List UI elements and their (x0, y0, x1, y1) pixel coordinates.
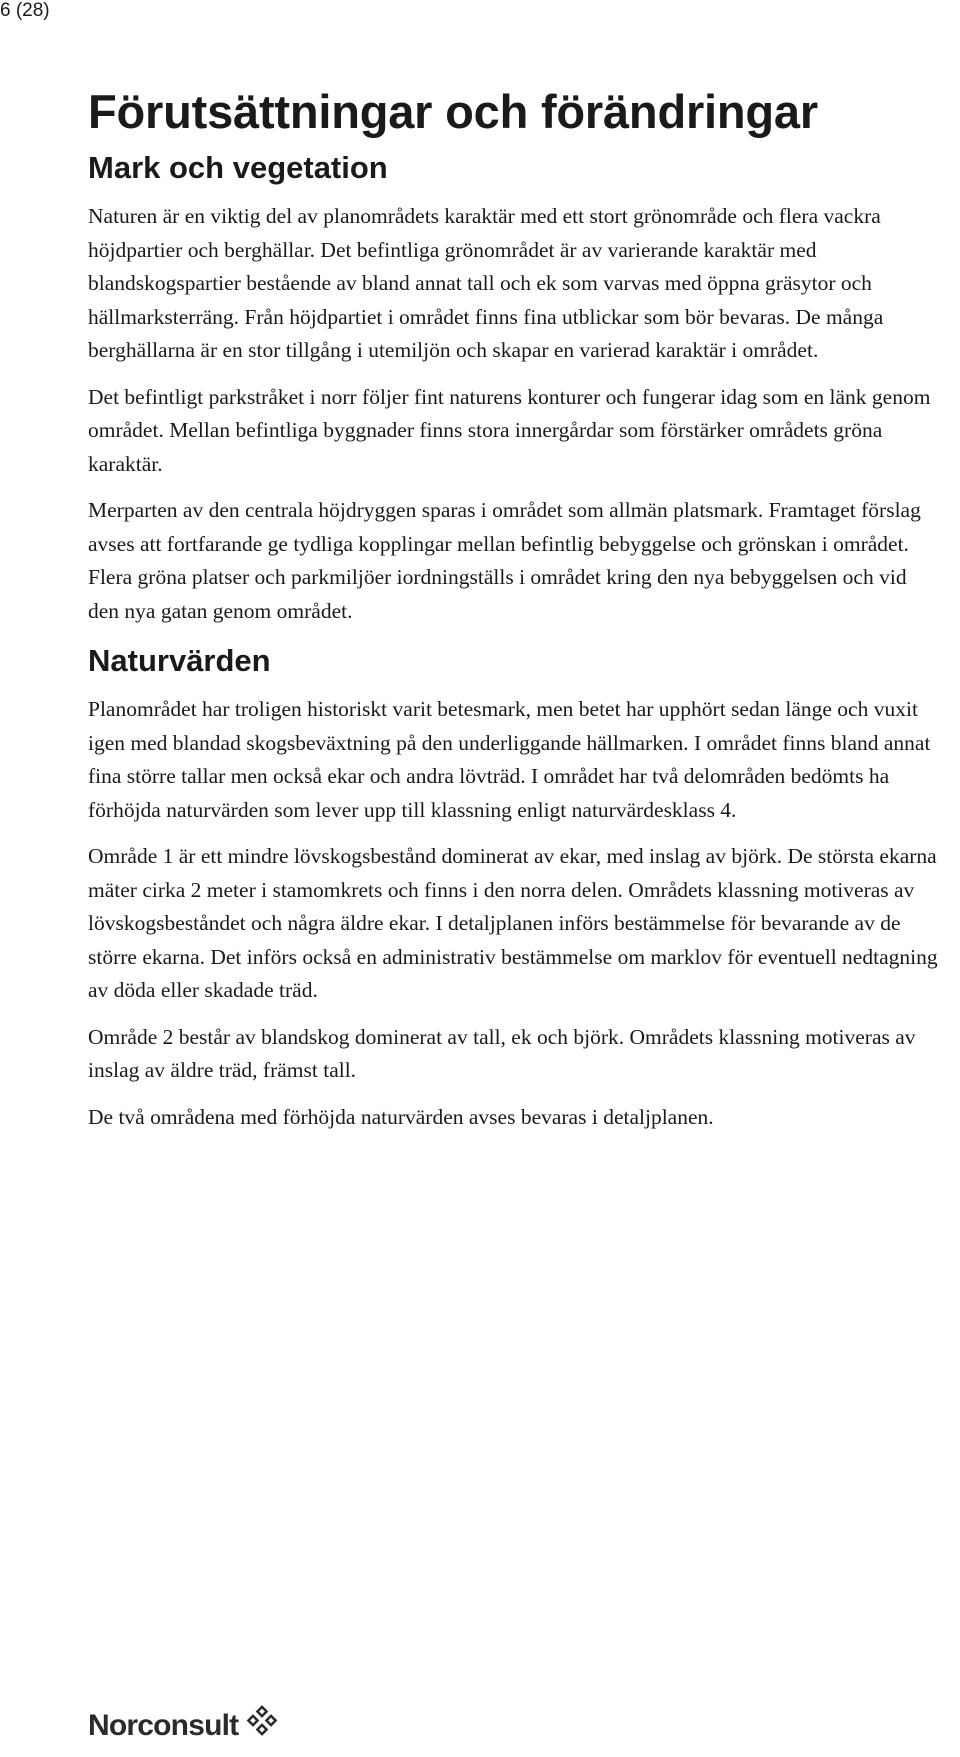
logo-wordmark: Norconsult (88, 1708, 239, 1742)
norconsult-logo (88, 1705, 280, 1746)
page-title: Förutsättningar och förändringar (88, 85, 818, 138)
paragraph: Område 2 består av blandskog dominerat av tall, ek och björk. Områdets klassning motiveras av inslag av äldre träd, främst tall. (88, 1024, 916, 1082)
page-number: 6 (28) (0, 0, 50, 21)
paragraph: Planområdet har troligen historiskt varit betesmark, men betet har upphört sedan länge och vuxit igen med blandad skogsbeväxtning på den underliggande hällmarken. I området finns bland annat fina större tallar men också ekar och andra lövträd. I området har två delområden bedömts ha förhöjda naturvärden som lever upp till klassning enligt naturvärdesklass 4. (88, 697, 931, 822)
paragraph: Merparten av den centrala höjdryggen sparas i området som allmän platsmark. Framtaget förslag avses att fortfarande ge tydliga kopplingar mellan befintlig bebyggelse och grönskan i området. Flera gröna platser och parkmiljöer iordningställs i området kring den nya bebyggelsen och vid den nya gatan genom området. (88, 498, 921, 623)
paragraph: Naturen är en viktig del av planområdets karaktär med ett stort grönområde och flera vackra höjdpartier och berghällar. Det befintliga grönområdet är av varierande karaktär med blandskogspartier bestående av bland annat tall och ek som varvas med öppna gräsytor och hällmarksterräng. Från höjdpartiet i området finns fina utblickar som bör bevaras. De många berghällarna är en stor tillgång i utemiljön och skapar en varierad karaktär i området. (88, 204, 884, 362)
section-heading-naturvarden: Naturvärden (88, 643, 271, 678)
norconsult-diamond-logo-icon (244, 1705, 280, 1746)
paragraph: De två områdena med förhöjda naturvärden avses bevaras i detaljplanen. (88, 1104, 714, 1129)
paragraph: Område 1 är ett mindre lövskogsbestånd dominerat av ekar, med inslag av björk. De största ekarna mäter cirka 2 meter i stamomkrets och finns i den norra delen. Områdets klassning motiveras av lövskogsbeståndet och några äldre ekar. I detaljplanen införs bestämmelse för bevarande av de större ekarna. Det införs också en administrativ bestämmelse om marklov för eventuell nedtagning av döda eller skadade träd. (88, 844, 938, 1002)
paragraph: Det befintligt parkstråket i norr följer fint naturens konturer och fungerar idag som en länk genom området. Mellan befintliga byggnader finns stora innergårdar som förstärker områdets gröna karaktär. (88, 384, 931, 476)
document-body (88, 84, 938, 1147)
section-heading-mark-och-vegetation: Mark och vegetation (88, 150, 388, 185)
